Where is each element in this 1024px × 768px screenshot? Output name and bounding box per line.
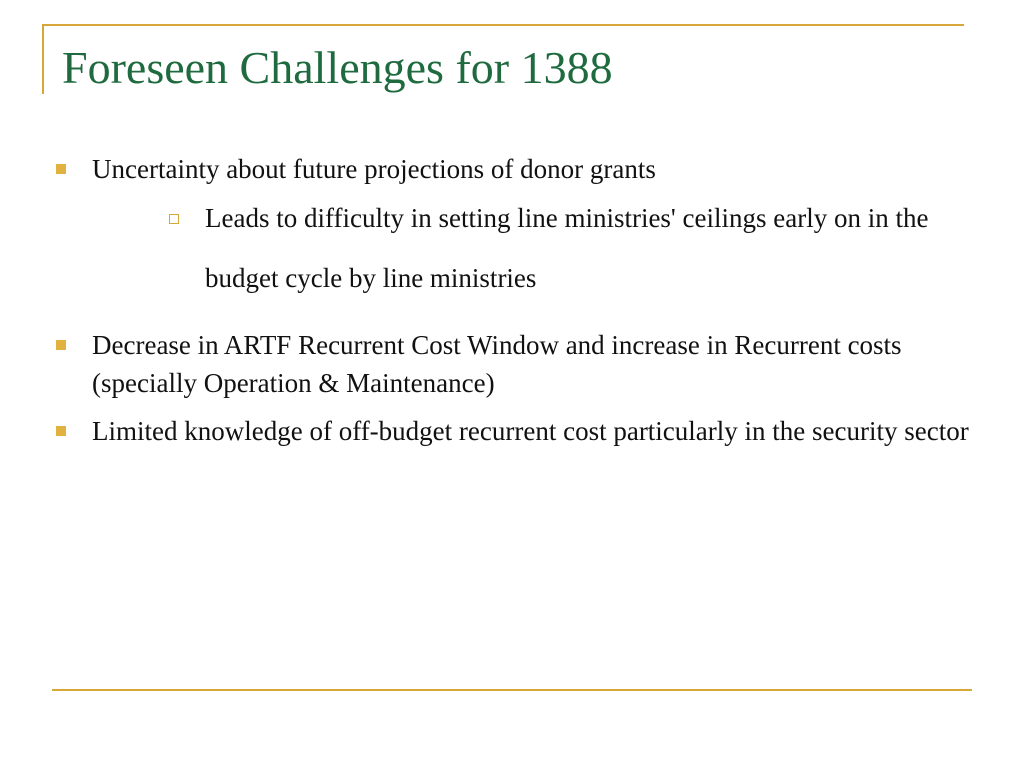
bullet-item [52, 412, 972, 450]
bullet-text: Limited knowledge of off-budget recurrent cost particularly in the security sector [92, 416, 969, 446]
sub-bullet-list [92, 188, 972, 308]
top-border-line [42, 24, 964, 26]
hollow-square-bullet-icon [169, 214, 179, 224]
slide-title: Foreseen Challenges for 1388 [62, 42, 613, 93]
bottom-border-line [52, 689, 972, 691]
square-bullet-icon [56, 164, 66, 174]
left-border-line [42, 24, 44, 94]
bullet-item [52, 326, 972, 402]
bullet-text: Uncertainty about future projections of donor grants [92, 154, 656, 184]
bullet-text: Decrease in ARTF Recurrent Cost Window and increase in Recurrent costs (specially Operation & Maintenance) [92, 330, 902, 398]
square-bullet-icon [56, 426, 66, 436]
bullet-list [52, 150, 972, 460]
bullet-item [52, 150, 972, 308]
square-bullet-icon [56, 340, 66, 350]
sub-bullet-text: Leads to difficulty in setting line ministries' ceilings early on in the budget cycle by line ministries [205, 203, 929, 293]
sub-bullet-item [169, 188, 995, 308]
